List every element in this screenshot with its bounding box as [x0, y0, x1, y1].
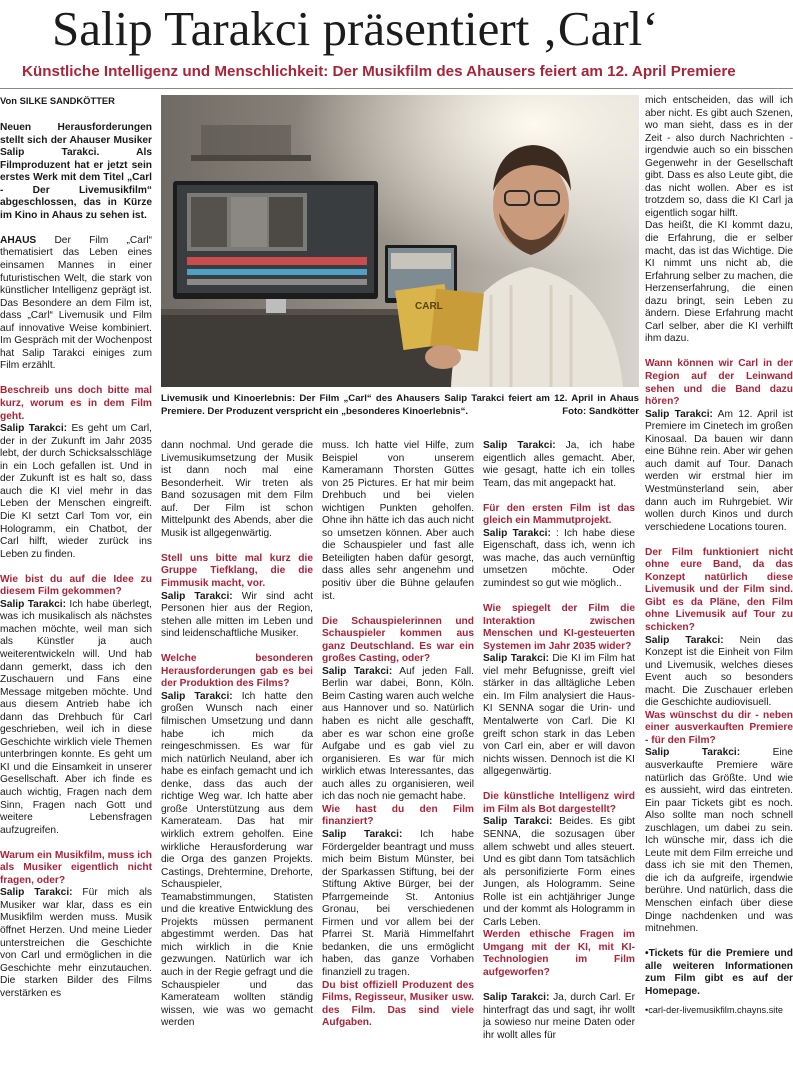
column-5	[645, 95, 793, 1076]
question: Wann können wir Carl in der Region auf der Leinwand sehen und die Band dazu hören?	[645, 358, 793, 408]
speaker-label: Salip Tarakci:	[483, 992, 550, 1004]
answer	[483, 992, 635, 1042]
question: Wie spiegelt der Film die Interaktion zwischen Menschen und KI-gesteuerten Systemen im Jahr 2035 wider?	[483, 603, 635, 652]
caption-text: Livemusik und Kinoerlebnis: Der Film „Carl“ des Ahausers Salip Tarakci feiert am 12. April in Ahaus Premiere. Der Produzent verspricht ein „besonderes Kinoerlebnis“.	[161, 393, 639, 417]
answer	[645, 635, 793, 710]
speaker-label: Salip Tarakci:	[0, 887, 73, 899]
speaker-label: Salip Tarakci:	[161, 590, 233, 602]
answer-text: Es geht um Carl, der in der Zukunft im Jahr 2035 lebt, der durch Schicksalsschläge in ein Loch gefallen ist. Und in der Zukunft ist es halt so, dass auch die KI viel mehr in das Leben der Menschen eingreift. Die KI setzt Carl Tom vor, ein Hologramm, ein Chatbot, der Carl hilft, wieder zurück ins Leben zu finden.	[0, 423, 152, 560]
question: Die Schauspielerinnen und Schauspieler kommen aus ganz Deutschland. Es war ein großes Casting, oder?	[322, 615, 474, 665]
intro-text: Der Film „Carl“ thematisiert das Leben eines einsamen Mannes in einer futuristischen Welt, die stark von künstlicher Intelligenz geprägt ist. Das Besondere an dem Film ist, dass „Carl“ Livemusik und Film auf innovative Weise kombiniert. Im Gespräch mit der Wochenpost hat Salip Tarakci einiges zum Film erzählt.	[0, 234, 152, 372]
question: Welche besonderen Herausforderungen gab es bei der Produktion des Films?	[161, 653, 313, 690]
speaker-label: Salip Tarakci:	[322, 665, 393, 677]
column-2	[161, 440, 313, 1076]
question: Du bist offiziell Produzent des Films, Regisseur, Musiker usw. des Film. Das sind viele Aufgaben.	[322, 979, 474, 1029]
answer-text: Ich habe überlegt, was ich musikalisch als nächstes machen möchte, weil man sich als Künstler ja auch weiterentwickeln will. Und hab dann gemerkt, dass ich den Zuschauern und Fans eine Message mitgeben möchte. Und aus diesem Antrieb habe ich dann das Drehbuch für Carl geschrieben, weil ich in diese Geschichte wirklich viele Themen unterbringen konnte. Es geht um KI und die Einsamkeit in unserer Gesellschaft. Aber ich finde es auch wichtig, Fragen nach dem Sinn, Fragen nach Gott und weitere Lebensfragen aufzugreifen.	[0, 598, 152, 836]
answer-text: Ja, durch Carl. Er hinterfragt das und sagt, ihr wollt ja sowieso nur meine Daten oder ihr wollt alles für	[483, 992, 635, 1041]
speaker-label: Salip Tarakci:	[483, 653, 550, 665]
answer	[0, 887, 152, 1000]
answer-text: Am 12. April ist Premiere im Cinetech im großen Kinosaal. Da bauen wir dann eine Bühne rein. Aber wir gehen auch damit auf Tour. Danach werden wir erstmal hier im Westmünsterland sein, aber dann auch im Ruhrgebiet. Wir wollen durch Kinos und durch verschiedene Locations touren.	[645, 408, 793, 533]
answer	[322, 829, 474, 980]
column-1	[0, 122, 152, 1076]
question: Für den ersten Film ist das gleich ein Mammutprojekt.	[483, 502, 635, 527]
column-4	[483, 440, 635, 1076]
answer	[161, 591, 313, 641]
photo-credit: Foto: Sandkötter	[562, 405, 639, 417]
answer	[483, 653, 635, 778]
speaker-label: Salip Tarakci:	[483, 527, 551, 539]
question: Warum ein Musikfilm, muss ich als Musiker eigentlich nicht fragen, oder?	[0, 849, 152, 886]
speaker-label: Salip Tarakci:	[322, 828, 403, 840]
speaker-label: Salip Tarakci:	[0, 598, 67, 610]
answer-text: Wir sind acht Personen hier aus der Region, stehen alle mitten im Leben und sind leidenschaftliche Musiker.	[161, 590, 313, 640]
question: Werden ethische Fragen im Umgang mit der KI, mit KI-Technologien im Film aufgeworfen?	[483, 929, 635, 978]
speaker-label: Salip Tarakci:	[161, 690, 233, 702]
answer-continued: mich entscheiden, das will ich aber nicht. Es gibt auch Szenen, wo man sieht, dass es in der Zeit - also durch Nachrichten - irgendwie auch so ein bisschen Gegenwehr in der Gesellschaft gibt. Dass es also Leute gibt, die das nicht wollen. Aber es ist trotzdem so, dass die KI Carl ja eigentlich sogar hilft.	[645, 95, 793, 219]
answer-text: Für mich als Musiker war klar, dass es ein Musikfilm werden muss. Musik öffnet Herzen. Und meine Lieder unterstreichen die Geschichte von Carl und ermöglichen in die Geschichte mehr einzutauchen. Die starken Bilder des Films verstärken es	[0, 887, 152, 999]
question: Wie hast du den Film finanziert?	[322, 803, 474, 828]
subheadline: Künstliche Intelligenz und Menschlichkeit: Der Musikfilm des Ahausers feiert am 12. April Premiere	[22, 63, 736, 80]
answer	[0, 599, 152, 837]
byline: Von SILKE SANDKÖTTER	[0, 95, 115, 106]
answer-text: Eine ausverkaufte Premiere wäre natürlich das Größte. Und wie es aussieht, wird das eintreten. Ein paar Tickets gibt es noch. Also sollte man noch schnell zuschlagen, um dabei zu sein. Ich wünsche mir, dass ich die Leute mit dem Film erreiche und dass ich sie mit den Themen, die ich da aufgreife, irgendwie berühre. Und natürlich, dass die Menschen einfach über diese Dinge nachdenken und was mitnehmen.	[645, 747, 793, 935]
answer-text: Auf jeden Fall. Berlin war dabei, Bonn, Köln. Beim Casting waren auch welche aus Hannover und so. Natürlich haben es nicht alle geschafft, aber es war schon eine große Aufgabe und es gab viel zu organisieren. Es war für mich wirklich etwas Interessantes, das auch alles zu organisieren, weil ich das noch nie gemacht habe.	[322, 665, 474, 803]
answer	[0, 423, 152, 561]
question: Wie bist du auf die Idee zu diesem Film gekommen?	[0, 573, 152, 598]
cd-title: CARL	[415, 301, 443, 312]
photo-illustration	[161, 95, 639, 387]
answer	[645, 409, 793, 534]
intro-paragraph	[0, 235, 152, 373]
photo-caption	[161, 393, 639, 418]
answer	[483, 440, 635, 490]
answer-text: Ich habe Fördergelder beantragt und muss mich beim Bistum Münster, bei der Sparkassen Stiftung, bei der Stiftung Aktive Bürger, bei der Pfarrgemeinde St. Antonius Gronau, bei verschiedenen Firmen und vor allem bei der Pfarrei St. Mariä Himmelfahrt bedanken, die uns ermöglicht haben, das ganze Vorhaben finanziell zu tragen.	[322, 828, 474, 978]
speaker-label: Salip Tarakci:	[645, 747, 741, 759]
answer-continued: dann nochmal. Und gerade die Livemusikumsetzung der Musik ist dann noch mal eine Besonderheit. Wir treten als Band sozusagen mit dem Film auf. Der Film ist schon Mittelpunkt des Abends, aber die Musik ist allgegenwärtig.	[161, 440, 313, 539]
answer	[483, 816, 635, 929]
speaker-label: Salip Tarakci:	[483, 816, 553, 828]
lead-paragraph: Neuen Herausforderungen stellt sich der Ahauser Musiker Salip Tarakci. Als Filmproduzent hat er jetzt sein erstes Werk mit dem Titel „Carl - Der Livemusikfilm“ abgeschlossen, das in Kürze im Kino in Ahaus zu sehen ist.	[0, 122, 152, 221]
speaker-label: Salip Tarakci:	[645, 634, 724, 646]
answer	[322, 666, 474, 804]
article-photo	[161, 95, 639, 387]
answer-text: Die KI im Film hat viel mehr Befugnisse, greift viel stärker in das alltägliche Leben ein. Im Film analysiert die Haus-KI SENNA sogar die Urin- und Mentalwerte von Carl. Die KI greift schon stark in das Leben von Carl ein, aber er will davon nichts wissen. Dennoch ist die KI allgegenwärtig.	[483, 653, 635, 778]
speaker-label: Salip Tarakci:	[483, 440, 556, 451]
speaker-label: Salip Tarakci:	[0, 423, 68, 435]
speaker-label: Salip Tarakci:	[645, 408, 713, 420]
answer-continued: Das heißt, die KI kommt dazu, die Erfahrung, die er selber macht, das ist das Wichtige. Die KI nimmt uns nicht ab, die Erfahrung selber zu machen, die Herzenserfahrung, die einen dazu bringt, sein Leben zu ändern. Diese Erfahrung macht Carl selber, aber die KI verhilft ihm dazu.	[645, 220, 793, 345]
question: Der Film funktioniert nicht ohne eure Band, da das Konzept natürlich diese Livemusik und der Film sind. Gibt es da Pläne, den Film ohne Livemusik auf Tour zu schicken?	[645, 546, 793, 633]
answer-text: Nein das Konzept ist die Einheit von Film und Livemusik, welches dieses Event auch so besonders macht. Die Zuschauer erleben die Geschichte audiovisuell.	[645, 634, 793, 709]
question: Was wünschst du dir - neben einer ausverkauften Premiere - für den Film?	[645, 709, 793, 746]
answer	[483, 528, 635, 591]
answer-continued: muss. Ich hatte viel Hilfe, zum Beispiel von unserem Kameramann Thorsten Güttes von 25 Pictures. Er hat mir beim Drehbuch und bei vielen wichtigen Punkten geholfen. Ohne ihn hätte ich das auch nicht so umsetzen können. Aber auch die Schauspieler und fast alle Beteiligten haben dafür gesorgt, dass alles sehr angenehm und positiv über die Bühne gelaufen ist.	[322, 440, 474, 602]
header-rule	[0, 88, 793, 89]
column-3	[322, 440, 474, 1076]
answer	[161, 691, 313, 1030]
answer-text: Ich hatte den großen Wunsch nach einer filmischen Umsetzung und dann habe ich mich da reingeschmissen. Es war für mich natürlich Neuland, aber ich habe es einfach gemacht und ich denke, dass das auch der richtige Weg war. Ich hatte aber große Unterstützung aus dem Kamerateam. Das hat mir wirklich extrem geholfen. Eine wirkliche Herausforderung war die Orga des ganzen Projekts. Castings, Drehtermine, Drehorte, Schauspieler, Teamabstimmungen, Statisten und die kreative Entwicklung des Projekts müssen permanent abgestimmt werden. Das hat mich wirklich in die Knie gezwungen. Natürlich war ich auch in der Regie gefragt und die Schauspieler und das Kamerateam wollten ständig wissen, wie was wo gemacht werden	[161, 690, 313, 1029]
dateline: AHAUS	[0, 234, 37, 246]
homepage-link[interactable]: •carl-der-livemusikfilm.chayns.site	[645, 1005, 783, 1016]
answer	[645, 747, 793, 935]
answer-text: Beides. Es gibt SENNA, die sozusagen über allem schwebt und alles steuert. Und es gibt dann Tom tatsächlich als personifizierte Form eines Jungen, als Hologramm. Seine Rolle ist ein achtjähriger Junge und der kommt als Hologramm in Carls Leben.	[483, 816, 635, 928]
answer-text: Ja, ich habe eigentlich alles gemacht. Aber, wie gesagt, hatte ich ein tolles Team, das mit angepackt hat.	[483, 440, 635, 489]
info-box: •Tickets für die Premiere und alle weiteren Informationen zum Film gibt es auf der Homepage.	[645, 948, 793, 997]
question: Stell uns bitte mal kurz die Gruppe Tiefklang, die die Fimmusik macht, vor.	[161, 552, 313, 590]
headline: Salip Tarakci präsentiert ‚Carl‘	[52, 1, 659, 56]
question: Beschreib uns doch bitte mal kurz, worum es in dem Film geht.	[0, 385, 152, 422]
answer-text: : Ich habe diese Eigenschaft, dass ich, wenn ich was mache, das auch vernünftig umsetzen möchte. Oder zumindest so gut wie möglich..	[483, 527, 635, 590]
question: Die künstliche Intelligenz wird im Film als Bot dargestellt?	[483, 791, 635, 815]
